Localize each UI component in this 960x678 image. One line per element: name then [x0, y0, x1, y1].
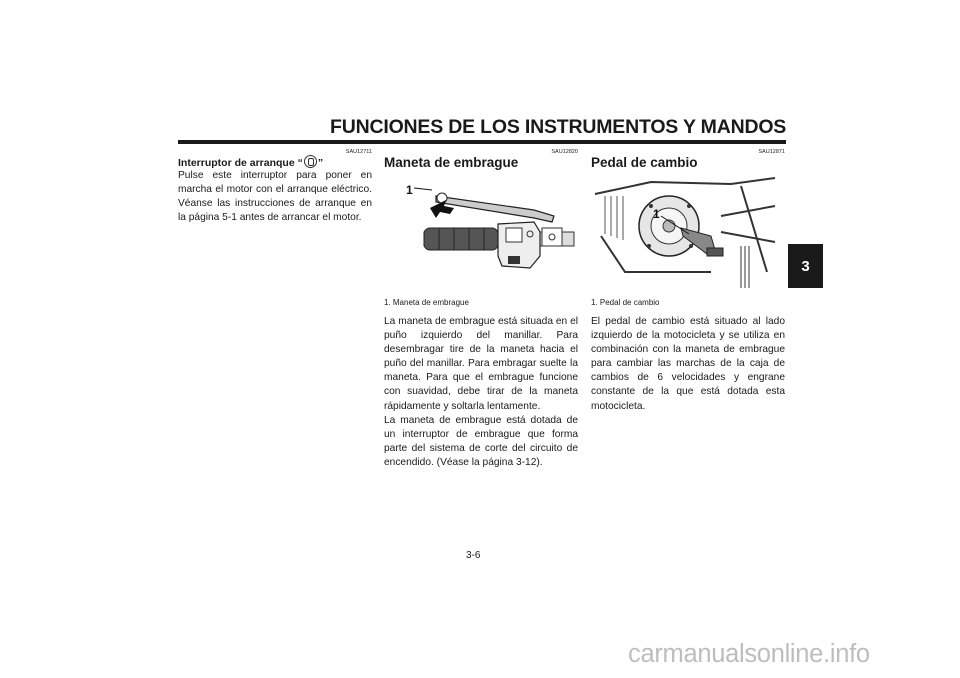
- shift-pedal-figure: [591, 176, 785, 292]
- chapter-tab: 3: [788, 244, 823, 288]
- shift-pedal-caption: 1. Pedal de cambio: [591, 298, 660, 307]
- section-code: SAU12820: [551, 149, 578, 155]
- figure-callout-1: 1: [406, 183, 413, 197]
- clutch-lever-paragraph-1: La maneta de embrague está situada en el puño izquierdo del manillar. Para desembragar tire de la maneta hacia el puño del manillar. Para embragar suelte la maneta. Para que el embrague funcione con suavidad, debe tirar de la maneta rápidamente y soltarla lentamente.: [384, 316, 578, 412]
- section-code: SAU12711: [345, 149, 372, 155]
- figure-callout-1: 1: [653, 207, 660, 221]
- watermark: carmanualsonline.info: [628, 640, 870, 668]
- column-clutch-lever: [384, 149, 578, 470]
- section-code: SAU12871: [758, 149, 785, 155]
- shift-pedal-illustration: [591, 176, 785, 292]
- title-prefix: Interruptor de arranque “: [178, 157, 303, 169]
- section-title-clutch-lever: Maneta de embrague: [384, 155, 519, 170]
- page-header-title: FUNCIONES DE LOS INSTRUMENTOS Y MANDOS: [330, 116, 787, 138]
- shift-pedal-paragraph: El pedal de cambio está situado al lado izquierdo de la motocicleta y se utiliza en combinación con la maneta de embrague para cambiar las marchas de la caja de cambios de 6 velocidades y engrane constante de la que está dotada esta motocicleta.: [591, 316, 785, 412]
- starter-switch-paragraph: Pulse este interruptor para poner en marcha el motor con el arranque eléctrico. Véanse las instrucciones de arranque en la página 5-1 antes de arrancar el motor.: [178, 170, 372, 224]
- page-number: 3-6: [466, 550, 481, 561]
- start-switch-icon: [304, 155, 317, 168]
- clutch-lever-figure: [384, 176, 578, 292]
- header-rule: [178, 140, 786, 144]
- column-shift-pedal: [591, 149, 785, 414]
- clutch-lever-paragraph-2: La maneta de embrague está dotada de un interruptor de embrague que forma parte del sistema de corte del circuito de encendido. (Véase la página 3-12).: [384, 414, 578, 468]
- shift-pedal-text: [591, 315, 785, 414]
- title-suffix: ”: [317, 157, 324, 169]
- clutch-lever-text: [384, 315, 578, 470]
- section-title-shift-pedal: Pedal de cambio: [591, 155, 698, 170]
- starter-switch-text: [178, 169, 372, 225]
- clutch-lever-illustration: [384, 176, 578, 292]
- section-title-starter-switch: [178, 155, 372, 169]
- clutch-lever-caption: 1. Maneta de embrague: [384, 298, 469, 307]
- column-starter-switch: [178, 149, 372, 225]
